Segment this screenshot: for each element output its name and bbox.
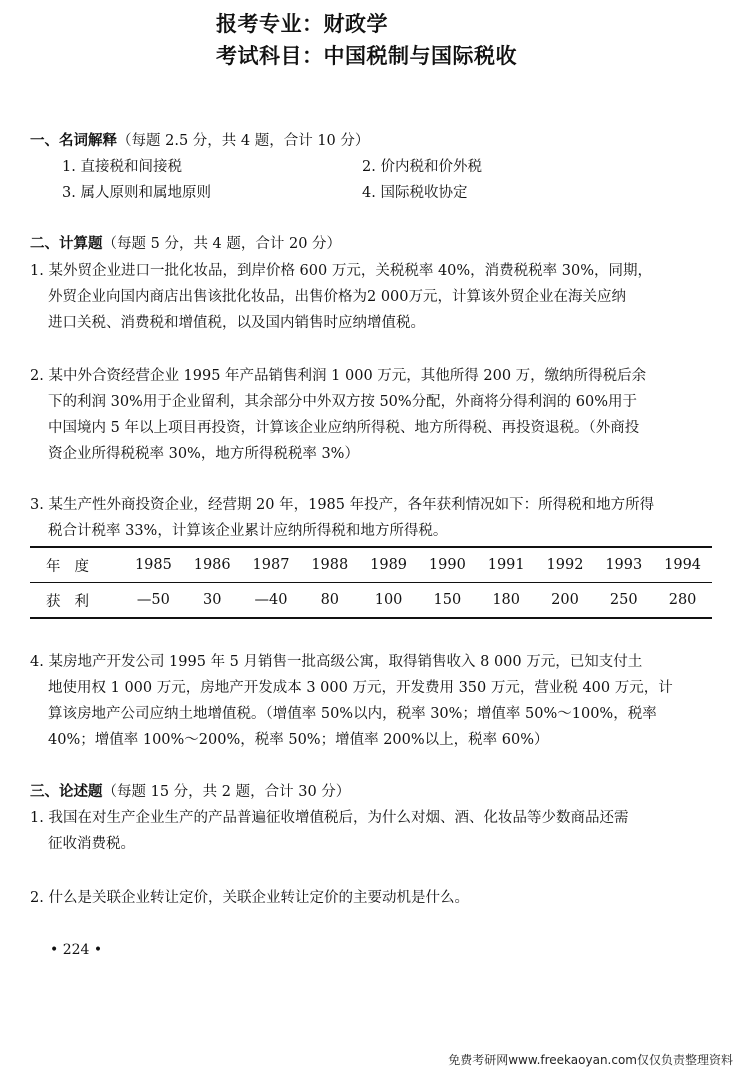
calc-q2-line: 下的利润 30%用于企业留利，其余部分中外双方按 50%分配，外商将分得利润的 60%用于 <box>48 394 638 410</box>
calc-q2-line: 2. 某中外合资经营企业 1995 年产品销售利润 1 000 万元，其他所得 200 万，缴纳所得税后余 <box>30 368 647 384</box>
exam-subject-title: 考试科目：中国税制与国际税收 <box>216 43 517 68</box>
calc-q2-line: 资企业所得税税率 30%，地方所得税税率 3%） <box>48 446 359 462</box>
exam-major-title: 报考专业：财政学 <box>216 11 388 36</box>
year-cell: 1986 <box>183 547 242 583</box>
year-cell: 1990 <box>418 547 477 583</box>
section3-heading <box>30 783 350 801</box>
year-cell: 1985 <box>124 547 183 583</box>
calc-q3-line: 3. 某生产性外商投资企业，经营期 20 年，1985 年投产，各年获利情况如下：所得税和地方所得 <box>30 497 655 513</box>
calc-q4-line: 地使用权 1 000 万元，房地产开发成本 3 000 万元，开发费用 350 万元，营业税 400 万元，计 <box>48 680 673 696</box>
profit-cell: 100 <box>374 592 403 608</box>
profit-cell: 30 <box>202 592 222 608</box>
section2-note: （每题 5 分，共 4 题，合计 20 分） <box>102 236 342 252</box>
calc-q4-line: 算该房地产公司应纳土地增值税。（增值率 50%以内，税率 30%；增值率 50%～100%，税率 <box>48 706 657 722</box>
year-cell: 1987 <box>242 547 301 583</box>
profit-label: 获利 <box>46 593 103 610</box>
calc-q1-line: 外贸企业向国内商店出售该批化妆品，出售价格为2 000万元，计算该外贸企业在海关应纳 <box>48 289 627 305</box>
year-cell: 1991 <box>477 547 536 583</box>
calc-q1-line: 1. 某外贸企业进口一批化妆品，到岸价格 600 万元，关税税率 40%，消费税税率 30%，同期， <box>30 263 653 279</box>
profit-cell: —40 <box>254 592 288 608</box>
year-cell: 1989 <box>359 547 418 583</box>
profit-cell: —50 <box>136 592 170 608</box>
profit-table <box>30 546 712 619</box>
calc-q1-line: 进口关税、消费税和增值税，以及国内销售时应纳增值税。 <box>48 315 425 331</box>
year-label: 年度 <box>30 547 124 583</box>
profit-cell: 250 <box>609 592 638 608</box>
essay-q1-line: 1. 我国在对生产企业生产的产品普遍征收增值税后，为什么对烟、酒、化妆品等少数商品还需 <box>30 810 629 826</box>
term-item-4: 4. 国际税收协定 <box>362 185 468 201</box>
source-footer: 免费考研网www.freekaoyan.com仅仅负责整理资料 <box>448 1053 733 1067</box>
calc-q4-line: 40%；增值率 100%～200%，税率 50%；增值率 200%以上，税率 60%） <box>48 732 549 748</box>
profit-cell: 150 <box>433 592 462 608</box>
essay-q1-line: 征收消费税。 <box>48 836 135 852</box>
profit-cell: 80 <box>320 592 340 608</box>
section1-heading <box>30 132 369 150</box>
profit-cell: 200 <box>551 592 579 608</box>
term-item-3: 3. 属人原则和属地原则 <box>62 185 211 201</box>
table-row-profits <box>30 583 712 619</box>
section1-note: （每题 2.5 分，共 4 题，合计 10 分） <box>117 133 370 149</box>
section1-title: 一、名词解释 <box>30 132 117 149</box>
section3-title: 三、论述题 <box>30 783 103 800</box>
section3-note: （每题 15 分，共 2 题，合计 30 分） <box>102 784 351 800</box>
calc-q3-line: 税合计税率 33%，计算该企业累计应纳所得税和地方所得税。 <box>48 523 448 539</box>
essay-q2: 2. 什么是关联企业转让定价，关联企业转让定价的主要动机是什么。 <box>30 890 469 906</box>
calc-q4-line: 4. 某房地产开发公司 1995 年 5 月销售一批高级公寓，取得销售收入 8 000 万元，已知支付土 <box>30 654 643 670</box>
year-cell: 1993 <box>594 547 653 583</box>
profit-cell: 280 <box>668 592 697 608</box>
term-item-2: 2. 价内税和价外税 <box>362 159 482 175</box>
section2-title: 二、计算题 <box>30 235 103 252</box>
calc-q2-line: 中国境内 5 年以上项目再投资，计算该企业应纳所得税、地方所得税、再投资退税。（外商投 <box>48 420 640 436</box>
profit-cell: 180 <box>492 592 521 608</box>
year-cell: 1992 <box>536 547 595 583</box>
term-item-1: 1. 直接税和间接税 <box>62 159 182 175</box>
year-cell: 1994 <box>653 547 712 583</box>
table-row-years <box>30 547 712 583</box>
section2-heading <box>30 235 341 253</box>
year-cell: 1988 <box>300 547 359 583</box>
page-number: • 224 • <box>50 942 103 958</box>
